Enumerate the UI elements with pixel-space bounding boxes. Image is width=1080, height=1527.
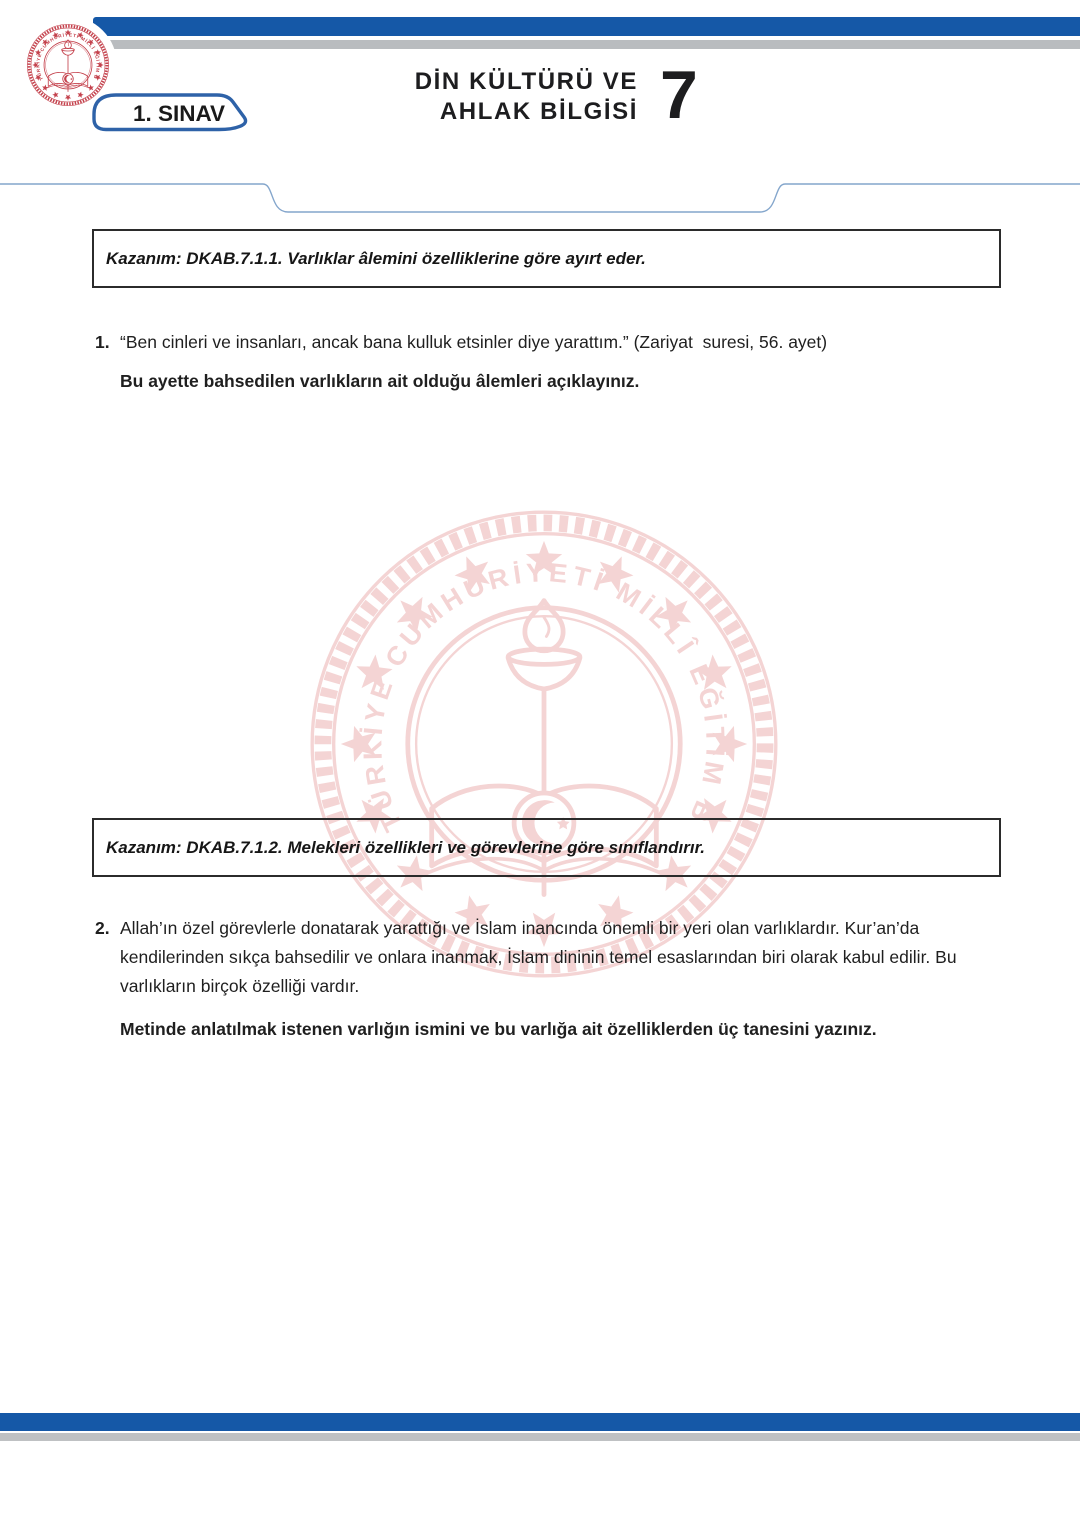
question-2-text: Allah’ın özel görevlerle donatarak yarattığı ve İslam inancında önemli bir yeri olan varlıklardır. Kur’an’da kendilerinden sıkça bahsedilir ve onlara inanmak, İslam dininin temel esaslarından biri olarak kabul edilir. Bu varlıkların birçok özelliği vardır.	[120, 918, 962, 996]
meb-watermark-icon	[305, 505, 783, 983]
kazanim-text-2: Kazanım: DKAB.7.1.2. Melekleri özellikleri ve görevlerine göre sınıflandırır.	[106, 837, 705, 857]
question-2	[95, 914, 985, 1044]
course-title-line2: AHLAK BİLGİSİ	[439, 98, 638, 125]
grade-number: 7	[660, 57, 698, 133]
tab-rule-line	[0, 170, 1080, 220]
header-gray-bar	[101, 40, 1080, 49]
kazanim-box-2	[92, 818, 1001, 877]
question-1-number: 1.	[95, 332, 110, 352]
kazanim-box-1	[92, 229, 1001, 288]
question-1-text: “Ben cinleri ve insanları, ancak bana kulluk etsinler diye yarattım.” (Zariyat suresi, 56. ayet)	[120, 332, 828, 352]
course-title-line1: DİN KÜLTÜRÜ VE	[414, 68, 638, 95]
question-2-body	[120, 914, 985, 1044]
course-title	[348, 67, 638, 127]
exam-badge-label: 1. SINAV	[132, 101, 226, 126]
question-1-body	[120, 328, 985, 396]
exam-badge	[91, 92, 259, 133]
question-1	[95, 328, 985, 396]
footer-gray-bar	[0, 1433, 1080, 1441]
question-2-number: 2.	[95, 918, 110, 938]
question-2-prompt: Metinde anlatılmak istenen varlığın ismini ve bu varlığa ait özelliklerden üç tanesini yazınız.	[120, 1019, 877, 1039]
question-1-prompt: Bu ayette bahsedilen varlıkların ait olduğu âlemleri açıklayınız.	[120, 371, 640, 391]
footer-blue-bar	[0, 1413, 1080, 1431]
header-blue-bar	[93, 17, 1080, 36]
kazanim-text-1: Kazanım: DKAB.7.1.1. Varlıklar âlemini özelliklerine göre ayırt eder.	[106, 248, 646, 268]
